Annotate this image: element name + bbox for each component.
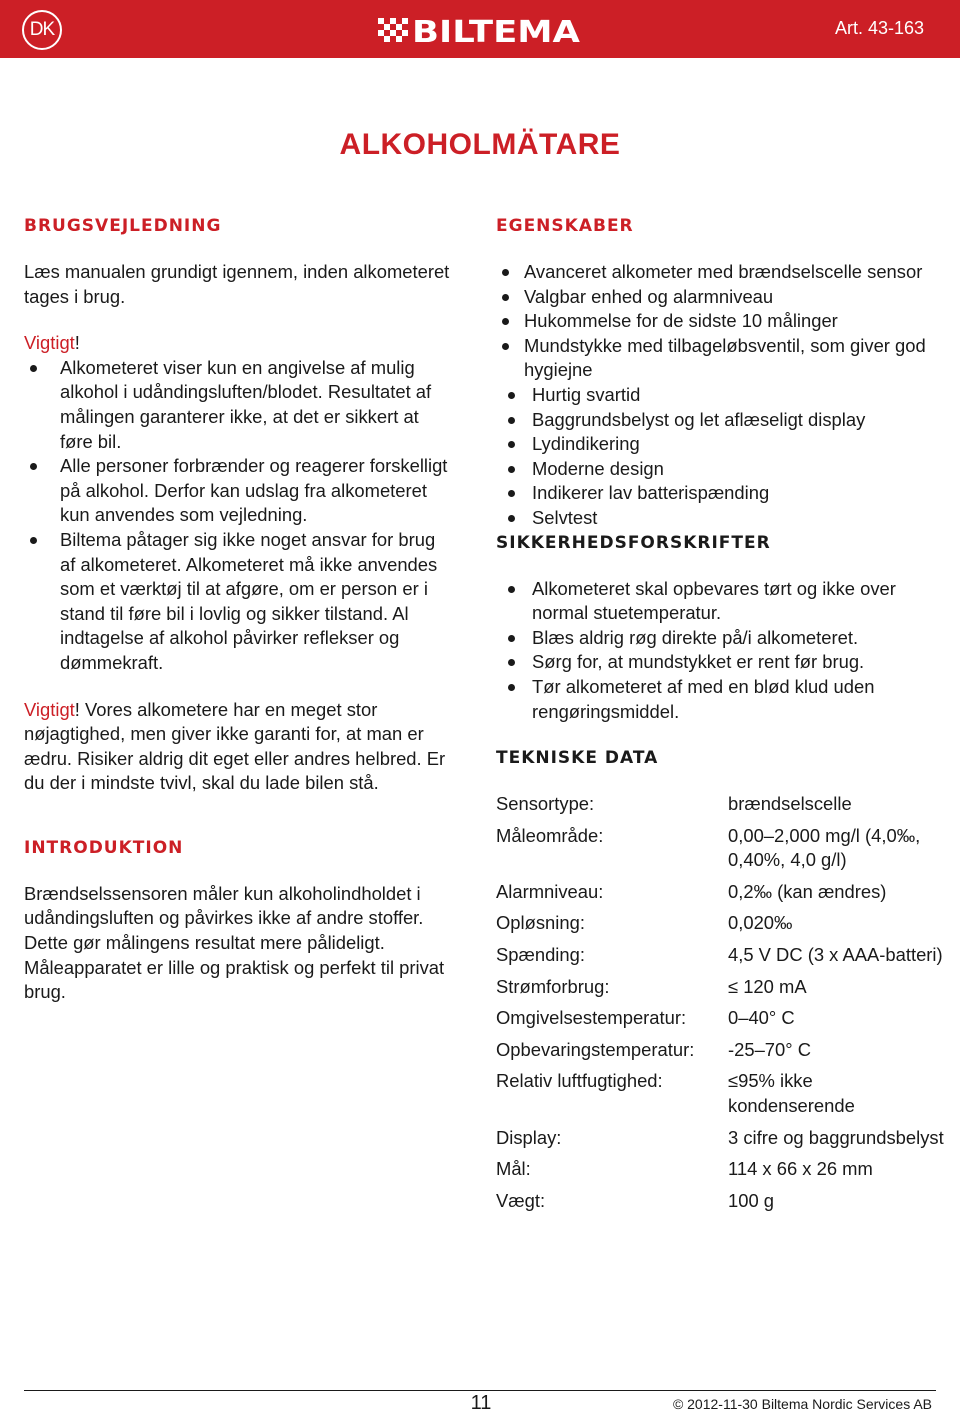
heading-tekniske: TEKNISKE DATA — [496, 748, 659, 769]
biltema-logo — [378, 16, 582, 44]
table-row — [496, 1069, 944, 1125]
spec-value: 0,2‰ (kan ændres) — [728, 880, 887, 902]
list-item: Indikerer lav batterispænding — [496, 481, 944, 506]
spec-label: Opløsning: — [496, 912, 585, 934]
list-item: Avanceret alkometer med brændselscelle sensor — [496, 260, 944, 285]
list-item: Blæs aldrig røg direkte på/i alkometeret. — [496, 626, 944, 651]
intro-text: Læs manualen grundigt igennem, inden alkometeret tages i brug. — [24, 261, 450, 307]
article-number: Art. 43-163 — [834, 18, 924, 38]
table-row — [496, 1157, 944, 1189]
list-item: Moderne design — [496, 457, 944, 482]
spec-value: brændselscelle — [728, 793, 852, 815]
list-item: Biltema påtager sig ikke noget ansvar for brug af alkometeret. Alkometeret må ikke anvendes som et værktøj til at afgøre, om er person er i stand til føre bil i lovlig og sikker tilstand. Al indtagelse af alkohol påvirker reflekser og dømmekraft. — [24, 528, 454, 676]
spec-value: 114 x 66 x 26 mm — [728, 1158, 873, 1180]
introduktion-text: Brændselssensoren måler kun alkoholindholdet i udåndingsluften og påvirkes ikke af andre stoffer. Dette gør målingens resultat mere pålideligt. Måleapparatet er lille og praktisk og perfekt til privat brug. — [24, 882, 445, 1003]
vigtigt-text: ! Vores alkometere har en meget stor nøjagtighed, men giver ikke garanti for, at man er ædru. Risiker aldrig dit eget eller andres helbred. Er du der i mindste tvivl, skal du lade bilen stå. — [24, 698, 446, 794]
spec-label: Opbevaringstemperatur: — [496, 1038, 695, 1060]
heading-brugsvejledning: BRUGSVEJLEDNING — [24, 216, 222, 236]
list-item: Baggrundsbelyst og let aflæseligt display — [496, 408, 944, 433]
brand-name: BILTEMA — [412, 16, 581, 44]
safety-list — [496, 577, 944, 725]
spec-value: 3 cifre og baggrundsbelyst — [728, 1126, 944, 1148]
country-badge: DK — [22, 10, 62, 50]
copyright-notice: © 2012-11-30 Biltema Nordic Services AB — [672, 1396, 932, 1412]
table-row — [496, 975, 944, 1007]
features-list-2 — [496, 383, 944, 531]
spec-label: Spænding: — [496, 944, 585, 966]
vigtigt-word: Vigtigt — [24, 698, 75, 720]
spec-value: ≤95% ikke kondenserende — [728, 1070, 855, 1117]
table-row — [496, 1038, 944, 1070]
list-item: Lydindikering — [496, 432, 944, 457]
spec-label: Mål: — [496, 1158, 531, 1180]
list-item: Hurtig svartid — [496, 383, 944, 408]
spec-label: Omgivelsestemperatur: — [496, 1007, 687, 1029]
list-item: Valgbar enhed og alarmniveau — [496, 285, 944, 310]
table-row — [496, 880, 944, 912]
list-item: Alle personer forbrænder og reagerer forskelligt på alkohol. Derfor kan udslag fra alkometeret kun anvendes som vejledning. — [24, 454, 454, 528]
table-row — [496, 1006, 944, 1038]
table-row — [496, 911, 944, 943]
spec-table — [496, 792, 944, 1220]
vigtigt-label — [24, 331, 454, 356]
spec-label: Måleområde: — [496, 824, 604, 846]
table-row — [496, 1126, 944, 1158]
spec-label: Alarmniveau: — [496, 880, 604, 902]
header-bar — [0, 0, 960, 58]
spec-label: Vægt: — [496, 1189, 546, 1211]
heading-introduktion: INTRODUKTION — [24, 837, 184, 858]
spec-label: Strømforbrug: — [496, 975, 610, 997]
list-item: Alkometeret skal opbevares tørt og ikke over normal stuetemperatur. — [496, 577, 944, 626]
spec-label: Relativ luftfugtighed: — [496, 1070, 663, 1092]
page-title: ALKOHOLMÄTARE — [339, 128, 621, 161]
spec-value: 0–40° C — [728, 1007, 795, 1029]
table-row — [496, 824, 944, 880]
table-row — [496, 792, 944, 824]
spec-value: 0,020‰ — [728, 912, 793, 934]
vigtigt-excl: ! — [74, 332, 80, 354]
table-row — [496, 1189, 944, 1221]
page-number: 11 — [456, 1392, 506, 1415]
list-item: Selvtest — [496, 506, 944, 531]
vigtigt-paragraph — [24, 698, 454, 796]
vigtigt-word: Vigtigt — [24, 332, 75, 354]
footer-rule — [24, 1390, 936, 1391]
spec-value: 4,5 V DC (3 x AAA-batteri) — [728, 944, 943, 966]
list-item: Hukommelse for de sidste 10 målinger — [496, 309, 944, 334]
heading-sikkerhed: SIKKERHEDSFORSKRIFTER — [496, 532, 771, 553]
spec-label: Sensortype: — [496, 793, 595, 815]
spec-value: ≤ 120 mA — [728, 975, 807, 997]
list-item: Tør alkometeret af med en blød klud uden rengøringsmiddel. — [496, 675, 944, 724]
spec-value: 100 g — [728, 1189, 775, 1211]
spec-label: Display: — [496, 1126, 562, 1148]
spec-value: -25–70° C — [728, 1038, 812, 1060]
table-row — [496, 943, 944, 975]
list-item: Alkometeret viser kun en angivelse af mulig alkohol i udåndingsluften/blodet. Resultatet af målingen garanterer ikke, at det er sikkert at føre bil. — [24, 356, 454, 454]
list-item: Mundstykke med tilbageløbsventil, som giver god hygiejne — [496, 334, 944, 383]
heading-egenskaber: EGENSKABER — [496, 216, 634, 236]
left-column — [24, 214, 454, 1005]
warning-list — [24, 356, 454, 676]
spec-value: 0,00–2,000 mg/l (4,0‰, 0,40%, 4,0 g/l) — [728, 824, 921, 871]
right-column — [496, 214, 944, 1220]
features-list — [496, 260, 944, 383]
list-item: Sørg for, at mundstykket er rent før brug. — [496, 650, 944, 675]
